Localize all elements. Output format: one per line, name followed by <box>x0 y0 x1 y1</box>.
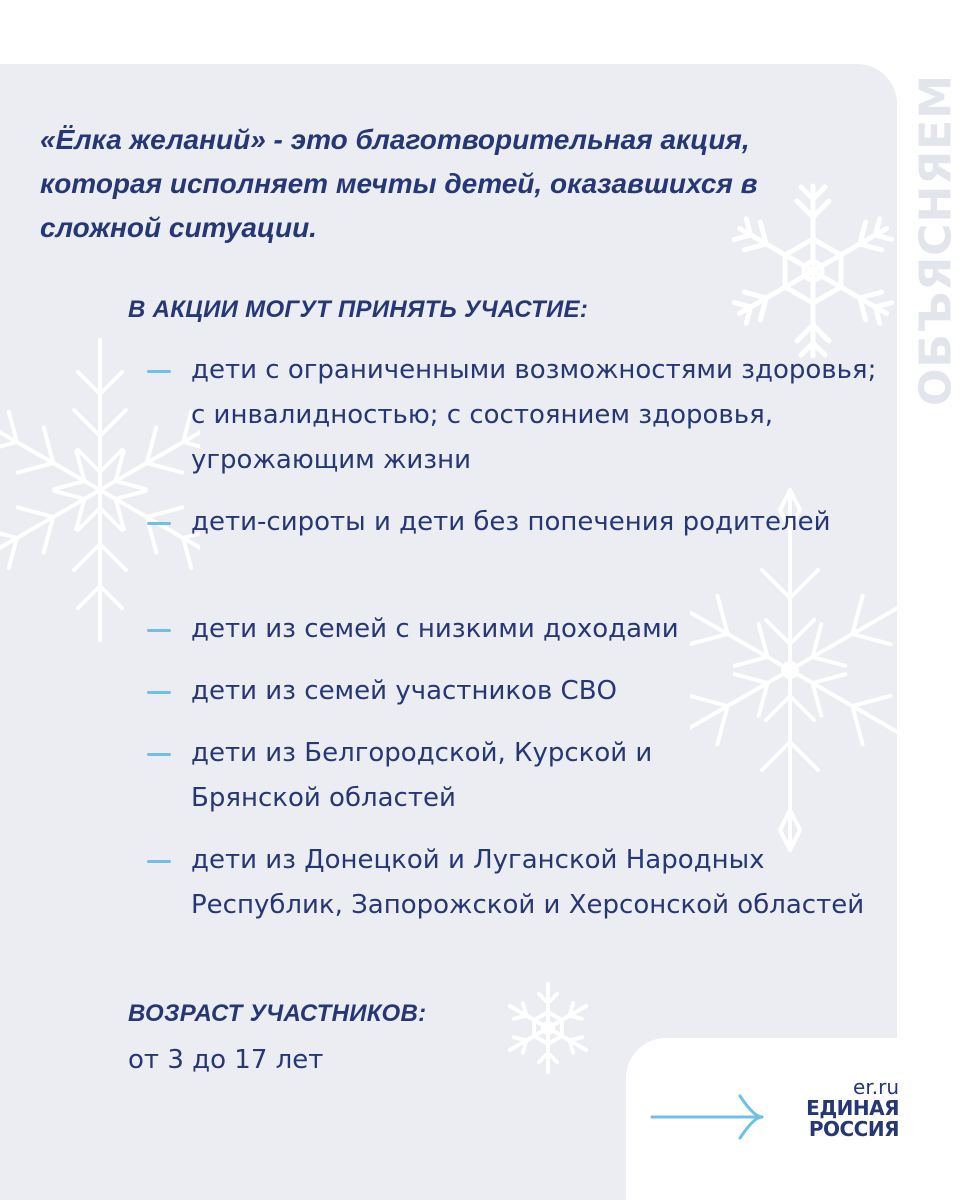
list-item-text: дети из семей участников СВО <box>191 676 618 706</box>
dash-marker <box>147 629 171 632</box>
dash-marker <box>147 860 171 863</box>
list-item-text: дети из семей с низкими доходами <box>191 614 679 644</box>
dash-marker <box>147 370 171 373</box>
age-value: от 3 до 17 лет <box>128 1045 324 1075</box>
list-item-text: дети из Донецкой и Луганской Народных Республик, Запорожской и Херсонской областей <box>191 845 865 920</box>
arrow-right-icon <box>650 1094 770 1144</box>
list-item-text: дети с ограниченными возможностями здоровья; с инвалидностью; с состоянием здоровья, угрожающим жизни <box>191 355 877 475</box>
participants-title: В АКЦИИ МОГУТ ПРИНЯТЬ УЧАСТИЕ: <box>128 296 589 323</box>
snowflake-icon <box>0 330 200 650</box>
logo-line: ЕДИНАЯ <box>806 1096 899 1120</box>
party-logo <box>806 1098 899 1140</box>
dash-marker <box>147 753 171 756</box>
snowflake-icon <box>500 978 596 1078</box>
logo-line: РОССИЯ <box>808 1117 899 1141</box>
age-title: ВОЗРАСТ УЧАСТНИКОВ: <box>128 1000 427 1027</box>
dash-marker <box>147 522 171 525</box>
side-label: ОБЪЯСНЯЕМ <box>910 74 961 406</box>
dash-marker <box>147 691 171 694</box>
intro-text: «Ёлка желаний» - это благотворительная акция, которая исполняет мечты детей, оказавшихся в сложной ситуации. <box>40 124 758 243</box>
list-item-text: дети-сироты и дети без попечения родителей <box>191 507 831 537</box>
site-link[interactable]: er.ru <box>853 1075 899 1099</box>
list-item-text: дети из Белгородской, Курской и Брянской областей <box>191 738 653 813</box>
